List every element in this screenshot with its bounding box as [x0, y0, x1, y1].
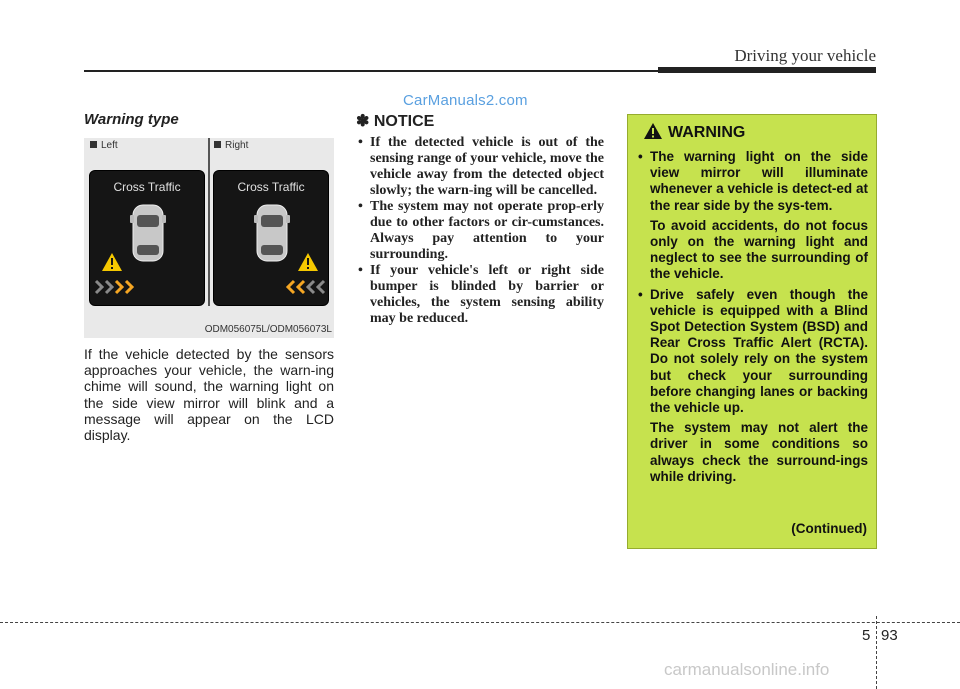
warning-triangle-icon: [644, 123, 662, 139]
list-item: • The warning light on the side view mirror will illuminate whenever a vehicle is detect-ed at the rear side by the sys-tem. To avoid accidents, do not focus only on the warning light and neglect to see the surrounding of the vehicle.: [638, 149, 868, 282]
watermark: CarManuals2.com: [403, 92, 528, 109]
section-title: Driving your vehicle: [734, 46, 876, 65]
warning-box: [627, 114, 877, 549]
list-item: • Drive safely even though the vehicle is equipped with a Blind Spot Detection System (BSD) and Rear Cross Traffic Alert (RCTA). Do not solely rely on the system but check your surrounding before changing lanes or backing the vehicle up. The system may not alert the driver in some conditions so always check the surround-ings while driving.: [638, 286, 868, 484]
header-rule-thick: [658, 67, 876, 73]
warning-list: [638, 149, 868, 485]
square-bullet-icon: [214, 141, 221, 148]
page-number: 93: [881, 627, 898, 644]
footer-rule: [0, 622, 960, 623]
continued-note: (Continued): [791, 521, 867, 536]
section-number: 5: [862, 627, 871, 644]
list-item: • The system may not operate prop-erly due to other factors or cir-cumstances. Always pay attention to your surrounding.: [358, 199, 604, 262]
list-item: • If your vehicle's left or right side bumper is blinded by barrier or vehicles, the system sensing ability may be reduced.: [358, 263, 604, 326]
square-bullet-icon: [90, 141, 97, 148]
site-watermark: carmanualsonline.info: [664, 660, 830, 679]
figure-code: ODM056075L/ODM056073L: [204, 324, 332, 335]
header-rule: [84, 70, 658, 72]
figure-label-left: Left: [90, 140, 118, 151]
asterisk-icon: ✽: [356, 113, 370, 130]
figure-divider: [208, 138, 210, 306]
page-separator: [876, 616, 877, 689]
warning-heading: WARNING: [644, 123, 745, 142]
notice-heading: ✽ NOTICE: [356, 113, 435, 130]
list-item: • If the detected vehicle is out of the sensing range of your vehicle, move the vehicle away from the detected object slowly; the warn-ing will be cancelled.: [358, 135, 604, 198]
lcd-screen-left: [89, 170, 205, 306]
warning-type-heading: Warning type: [84, 111, 179, 128]
screen-title-right: Cross Traffic: [237, 180, 305, 194]
screen-title-left: Cross Traffic: [113, 180, 181, 194]
cross-traffic-figure: [84, 138, 334, 338]
figure-label-right: Right: [214, 140, 248, 151]
notice-list: [356, 135, 604, 327]
body-paragraph: If the vehicle detected by the sensors approaches your vehicle, the warn-ing chime will sound, the warning light on the side view mirror will blink and a message will appear on the LCD display.: [84, 346, 334, 444]
lcd-screen-right: [213, 170, 329, 306]
